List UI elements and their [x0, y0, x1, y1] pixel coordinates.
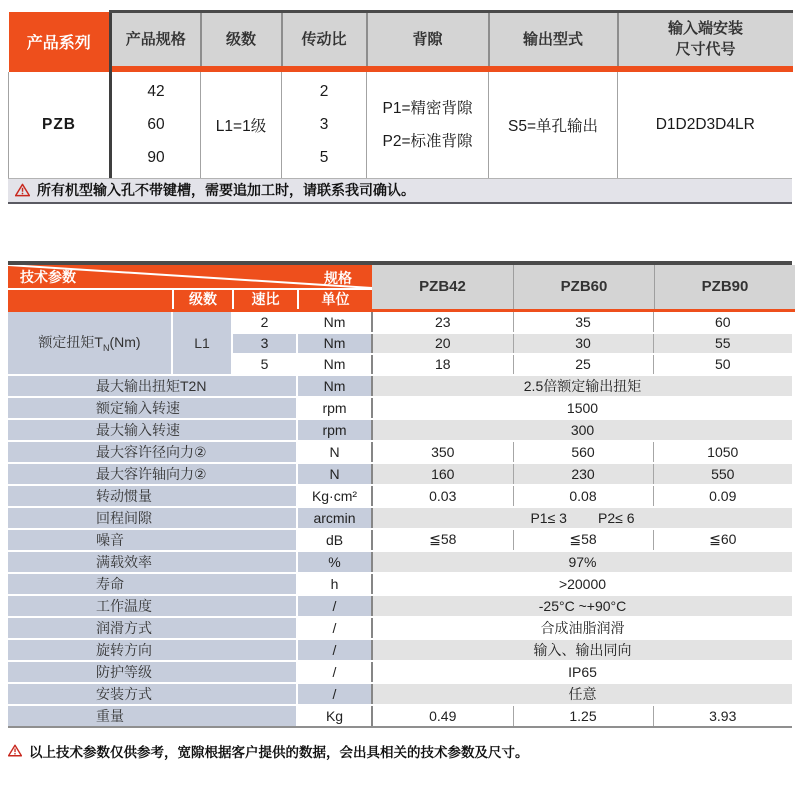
unit-cell: /	[297, 661, 372, 683]
param-row	[8, 419, 792, 441]
value-cell: 35	[513, 312, 653, 333]
merged-value: 输入、输出同向	[372, 639, 792, 661]
value-cell: 0.03	[372, 485, 513, 507]
value-cell: 560	[513, 441, 653, 463]
value-cell: 18	[372, 354, 513, 375]
value-cell: 0.09	[653, 485, 792, 507]
param-label: 噪音	[8, 529, 297, 551]
tech-params-header	[8, 265, 792, 312]
spec-value: 42	[147, 83, 165, 100]
value-cell: 1.25	[513, 705, 653, 727]
unit-cell: Nm	[297, 312, 372, 333]
unit-cell: Kg·cm²	[297, 485, 372, 507]
output-type-header: 输出型式	[489, 12, 618, 66]
subheader-empty	[8, 290, 172, 309]
merged-value: IP65	[372, 661, 792, 683]
corner-diagonal-cell	[8, 265, 372, 288]
param-label: 安装方式	[8, 683, 297, 705]
merged-value: 合成油脂润滑	[372, 617, 792, 639]
param-row	[8, 375, 792, 397]
tech-params-body	[8, 312, 792, 728]
param-label: 最大容许径向力②	[8, 441, 297, 463]
stages-header: 级数	[201, 12, 282, 66]
param-row	[8, 617, 792, 639]
corner-header	[8, 265, 372, 312]
value-cell: 23	[372, 312, 513, 333]
param-label: 回程间隙	[8, 507, 297, 529]
merged-value: 300	[372, 419, 792, 441]
tech-params-label: 技术参数	[20, 268, 76, 285]
model-header-pzb42: PZB42	[419, 278, 466, 295]
tech-params-table	[8, 261, 792, 728]
ratio-value: 2	[319, 83, 329, 100]
bottom-note	[8, 741, 792, 761]
keyway-warning-bar	[8, 178, 792, 204]
subheader-unit: 单位	[297, 290, 372, 309]
param-row	[8, 683, 792, 705]
unit-cell: /	[297, 595, 372, 617]
value-cell: 160	[372, 463, 513, 485]
ratio-cell: 3	[232, 333, 297, 354]
ratio-value: 3	[319, 116, 329, 133]
mount-code-header-line2: 尺寸代号	[675, 41, 736, 59]
merged-value: P1≤ 3 P2≤ 6	[372, 507, 792, 529]
unit-cell: Nm	[297, 375, 372, 397]
value-cell: 30	[513, 333, 653, 354]
param-row	[8, 463, 792, 485]
series-data-row	[9, 72, 793, 178]
param-row	[8, 441, 792, 463]
param-label: 重量	[8, 705, 297, 727]
bottom-note-text: 以上技术参数仅供参考，宽隙根据客户提供的数据，会出具相关的技术参数及尺寸。	[29, 744, 529, 760]
unit-cell: N	[297, 441, 372, 463]
value-cell: 550	[653, 463, 792, 485]
param-label: 最大输入转速	[8, 419, 297, 441]
value-cell: 0.49	[372, 705, 513, 727]
model-headers	[372, 265, 795, 312]
torque-row-1	[8, 312, 792, 333]
mount-code-header	[618, 12, 793, 66]
spec-values	[111, 72, 201, 178]
series-header-row	[9, 12, 793, 66]
unit-cell: h	[297, 573, 372, 595]
value-cell: 0.08	[513, 485, 653, 507]
param-row	[8, 551, 792, 573]
keyway-warning-text: 所有机型输入孔不带键槽，需要追加工时，请联系我司确认。	[37, 182, 415, 198]
backlash-values	[367, 72, 489, 178]
unit-cell: /	[297, 617, 372, 639]
param-label: 最大容许轴向力②	[8, 463, 297, 485]
value-cell: ≦58	[513, 529, 653, 551]
ratio-values	[282, 72, 367, 178]
backlash-value: P1=精密背隙	[382, 99, 473, 117]
value-cell: 55	[653, 333, 792, 354]
value-cell: 3.93	[653, 705, 792, 727]
mount-code-header-line1: 输入端安装	[667, 20, 743, 38]
param-label: 转动惯量	[8, 485, 297, 507]
param-label: 满载效率	[8, 551, 297, 573]
unit-cell: /	[297, 639, 372, 661]
param-label: 额定输入转速	[8, 397, 297, 419]
warning-icon	[15, 183, 30, 197]
param-label: 寿命	[8, 573, 297, 595]
ratio-header: 传动比	[282, 12, 367, 66]
output-type-value: S5=单孔输出	[489, 72, 618, 178]
value-cell: 1050	[653, 441, 792, 463]
spec-label: 规格	[324, 269, 352, 286]
param-row	[8, 595, 792, 617]
param-label: 润滑方式	[8, 617, 297, 639]
series-value: PZB	[9, 72, 111, 178]
param-label: 工作温度	[8, 595, 297, 617]
unit-cell: rpm	[297, 419, 372, 441]
unit-cell: N	[297, 463, 372, 485]
unit-cell: arcmin	[297, 507, 372, 529]
value-cell: ≦58	[372, 529, 513, 551]
series-header-cell: 产品系列	[9, 12, 111, 72]
unit-cell: Nm	[297, 333, 372, 354]
product-series-table	[8, 10, 793, 178]
merged-value: >20000	[372, 573, 792, 595]
param-row	[8, 661, 792, 683]
mount-code-value: D1D2D3D4LR	[618, 72, 793, 178]
value-cell: 230	[513, 463, 653, 485]
ratio-cell: 5	[232, 354, 297, 375]
subheader-ratio: 速比	[232, 290, 297, 309]
value-cell: 25	[513, 354, 653, 375]
param-row	[8, 485, 792, 507]
backlash-value: P2=标准背隙	[382, 132, 473, 150]
param-row	[8, 397, 792, 419]
param-label: 防护等级	[8, 661, 297, 683]
value-cell: 20	[372, 333, 513, 354]
merged-value: 1500	[372, 397, 792, 419]
spec-header: 产品规格	[111, 12, 201, 66]
unit-cell: rpm	[297, 397, 372, 419]
ratio-cell: 2	[232, 312, 297, 333]
param-row	[8, 507, 792, 529]
stages-value: L1=1级	[201, 72, 282, 178]
param-row	[8, 705, 792, 727]
value-cell: 50	[653, 354, 792, 375]
spec-value: 90	[147, 149, 165, 166]
unit-cell: Kg	[297, 705, 372, 727]
merged-value: 2.5倍额定输出扭矩	[372, 375, 792, 397]
value-cell: 350	[372, 441, 513, 463]
unit-cell: Nm	[297, 354, 372, 375]
param-row	[8, 639, 792, 661]
param-row	[8, 529, 792, 551]
merged-value: 任意	[372, 683, 792, 705]
merged-value: 97%	[372, 551, 792, 573]
warning-icon	[8, 744, 22, 757]
value-cell: 60	[653, 312, 792, 333]
torque-stage: L1	[172, 312, 232, 375]
torque-label: 额定扭矩$T_N(Nm)$	[8, 312, 172, 375]
value-cell: ≦60	[653, 529, 792, 551]
subheader-row	[8, 290, 372, 309]
unit-cell: %	[297, 551, 372, 573]
spec-value: 60	[147, 116, 165, 133]
param-label: 最大输出扭矩T2N	[8, 375, 297, 397]
backlash-header: 背隙	[367, 12, 489, 66]
merged-value: -25°C ~+90°C	[372, 595, 792, 617]
unit-cell: dB	[297, 529, 372, 551]
param-label: 旋转方向	[8, 639, 297, 661]
model-header-pzb60: PZB60	[513, 265, 654, 309]
param-row	[8, 573, 792, 595]
ratio-value: 5	[319, 149, 329, 166]
model-header-pzb90: PZB90	[654, 265, 795, 309]
subheader-stages: 级数	[172, 290, 232, 309]
unit-cell: /	[297, 683, 372, 705]
